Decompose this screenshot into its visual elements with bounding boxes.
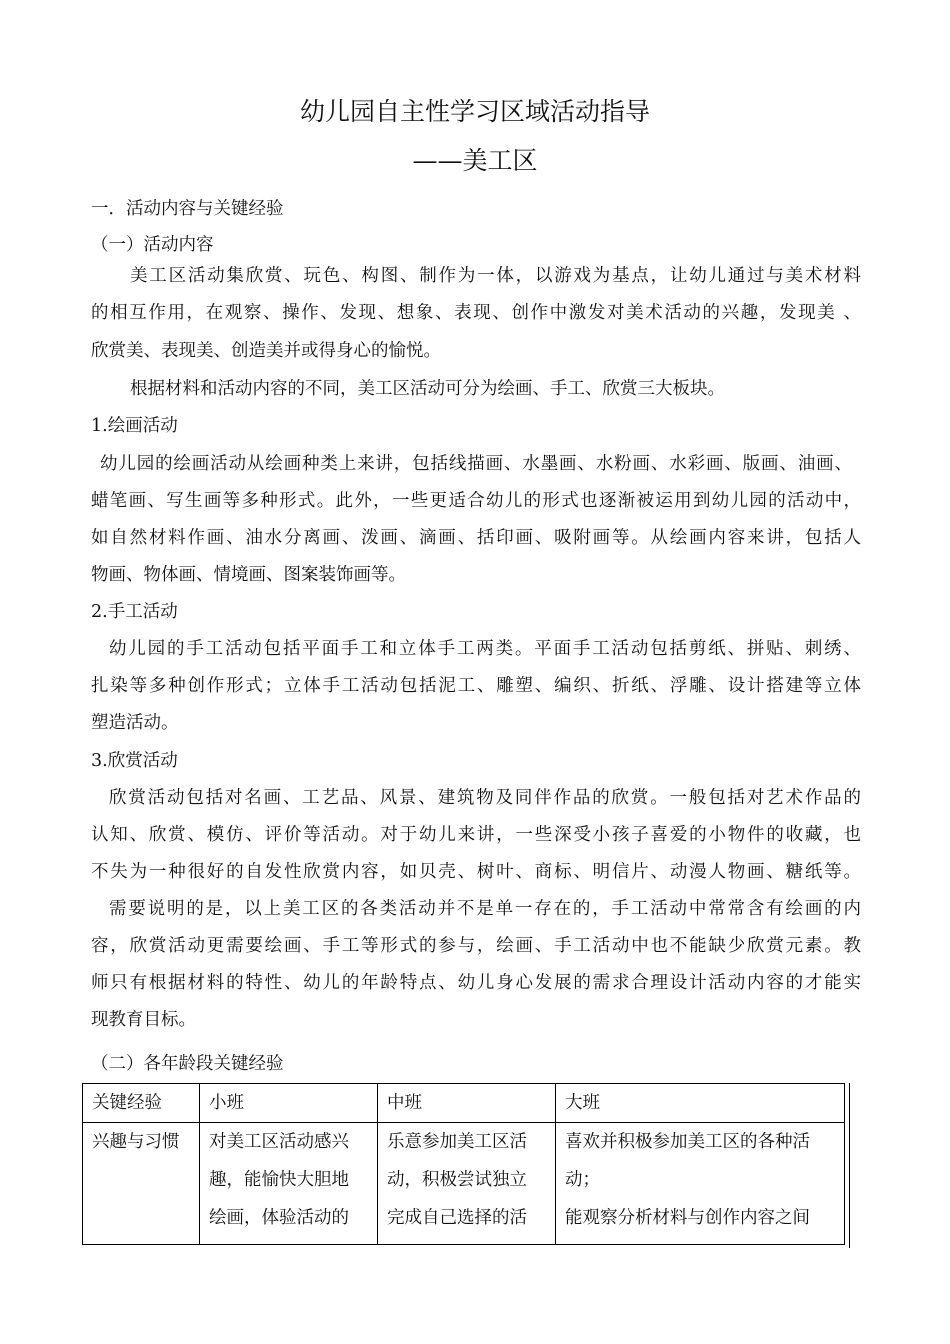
item-heading: 1.绘画活动 xyxy=(91,416,178,436)
large-class-cell xyxy=(556,1123,845,1245)
paragraph-line: 物画、物体画、情境画、图案装饰画等。 xyxy=(91,565,406,585)
table-header-cell: 大班 xyxy=(556,1084,845,1123)
paragraph-line: 根据材料和活动内容的不同，美工区活动可分为绘画、手工、欣赏三大板块。 xyxy=(130,379,725,399)
table-header-row xyxy=(83,1084,845,1123)
item-heading: 3.欣赏活动 xyxy=(91,751,178,771)
paragraph-line: 蜡笔画、写生画等多种形式。此外，一些更适合幼儿的形式也逐渐被运用到幼儿园的活动中， xyxy=(91,491,861,511)
paragraph-line: 幼儿园的绘画活动从绘画种类上来讲，包括线描画、水墨画、水粉画、水彩画、版画、油画、 xyxy=(100,454,852,474)
table-header-cell: 关键经验 xyxy=(83,1084,200,1123)
middle-class-cell xyxy=(378,1123,556,1245)
paragraph-line: 欣赏美、表现美、创造美并或得身心的愉悦。 xyxy=(91,341,441,361)
cell-text: 动，积极尝试独立 xyxy=(387,1170,527,1190)
paragraph-line: 欣赏活动包括对名画、工艺品、风景、建筑物及同伴作品的欣赏。一般包括对艺术作品的 xyxy=(109,788,861,808)
cell-text: 完成自己选择的活 xyxy=(387,1208,527,1228)
cell-text: 喜欢并积极参加美工区的各种活 xyxy=(565,1132,810,1152)
key-experience-table xyxy=(82,1083,845,1245)
item-heading: 2.手工活动 xyxy=(91,602,178,622)
paragraph-line: 师只有根据材料的特性、幼儿的年龄特点、幼儿身心发展的需求合理设计活动内容的才能实 xyxy=(91,973,861,993)
page-subtitle: ——美工区 xyxy=(412,146,538,175)
cell-text: 乐意参加美工区活 xyxy=(387,1132,527,1152)
paragraph-line: 塑造活动。 xyxy=(91,713,179,733)
paragraph-line: 扎染等多种创作形式；立体手工活动包括泥工、雕塑、编织、折纸、浮雕、设计搭建等立体 xyxy=(91,676,861,696)
cell-text: 动； xyxy=(565,1170,600,1190)
subsection-heading: （一）活动内容 xyxy=(91,235,214,255)
paragraph-line: 幼儿园的手工活动包括平面手工和立体手工两类。平面手工活动包括剪纸、拼贴、刺绣、 xyxy=(109,639,861,659)
section-heading: 一．活动内容与关键经验 xyxy=(91,199,284,219)
table-header-cell: 中班 xyxy=(378,1084,556,1123)
paragraph-line: 如自然材料作画、油水分离画、泼画、滴画、括印画、吸附画等。从绘画内容来讲，包括人 xyxy=(91,528,861,548)
paragraph-line: 容，欣赏活动更需要绘画、手工等形式的参与，绘画、手工活动中也不能缺少欣赏元素。教 xyxy=(91,936,861,956)
table-outer-border xyxy=(849,1083,850,1248)
subsection-heading: （二）各年龄段关键经验 xyxy=(91,1054,284,1074)
table-header-cell: 小班 xyxy=(200,1084,378,1123)
cell-text: 能观察分析材料与创作内容之间 xyxy=(565,1208,810,1228)
cell-text: 绘画，体验活动的 xyxy=(209,1208,349,1228)
table-row xyxy=(83,1123,845,1245)
page-title: 幼儿园自主性学习区域活动指导 xyxy=(299,97,650,126)
paragraph-line: 现教育目标。 xyxy=(91,1010,196,1030)
paragraph-line: 美工区活动集欣赏、玩色、构图、制作为一体，以游戏为基点，让幼儿通过与美术材料 xyxy=(130,266,861,286)
paragraph-line: 认知、欣赏、模仿、评价等活动。对于幼儿来讲，一些深受小孩子喜爱的小物件的收藏，也 xyxy=(91,825,861,845)
paragraph-line: 不失为一种很好的自发性欣赏内容，如贝壳、树叶、商标、明信片、动漫人物画、糖纸等。 xyxy=(91,862,861,882)
row-label-cell xyxy=(83,1123,200,1245)
cell-text: 对美工区活动感兴 xyxy=(209,1132,349,1152)
cell-text: 趣，能愉快大胆地 xyxy=(209,1170,349,1190)
paragraph-line: 的相互作用，在观察、操作、发现、想象、表现、创作中激发对美术活动的兴趣，发现美 、 xyxy=(91,303,861,323)
paragraph-line: 需要说明的是，以上美工区的各类活动并不是单一存在的，手工活动中常常含有绘画的内 xyxy=(109,899,861,919)
small-class-cell xyxy=(200,1123,378,1245)
cell-text: 兴趣与习惯 xyxy=(92,1132,180,1152)
